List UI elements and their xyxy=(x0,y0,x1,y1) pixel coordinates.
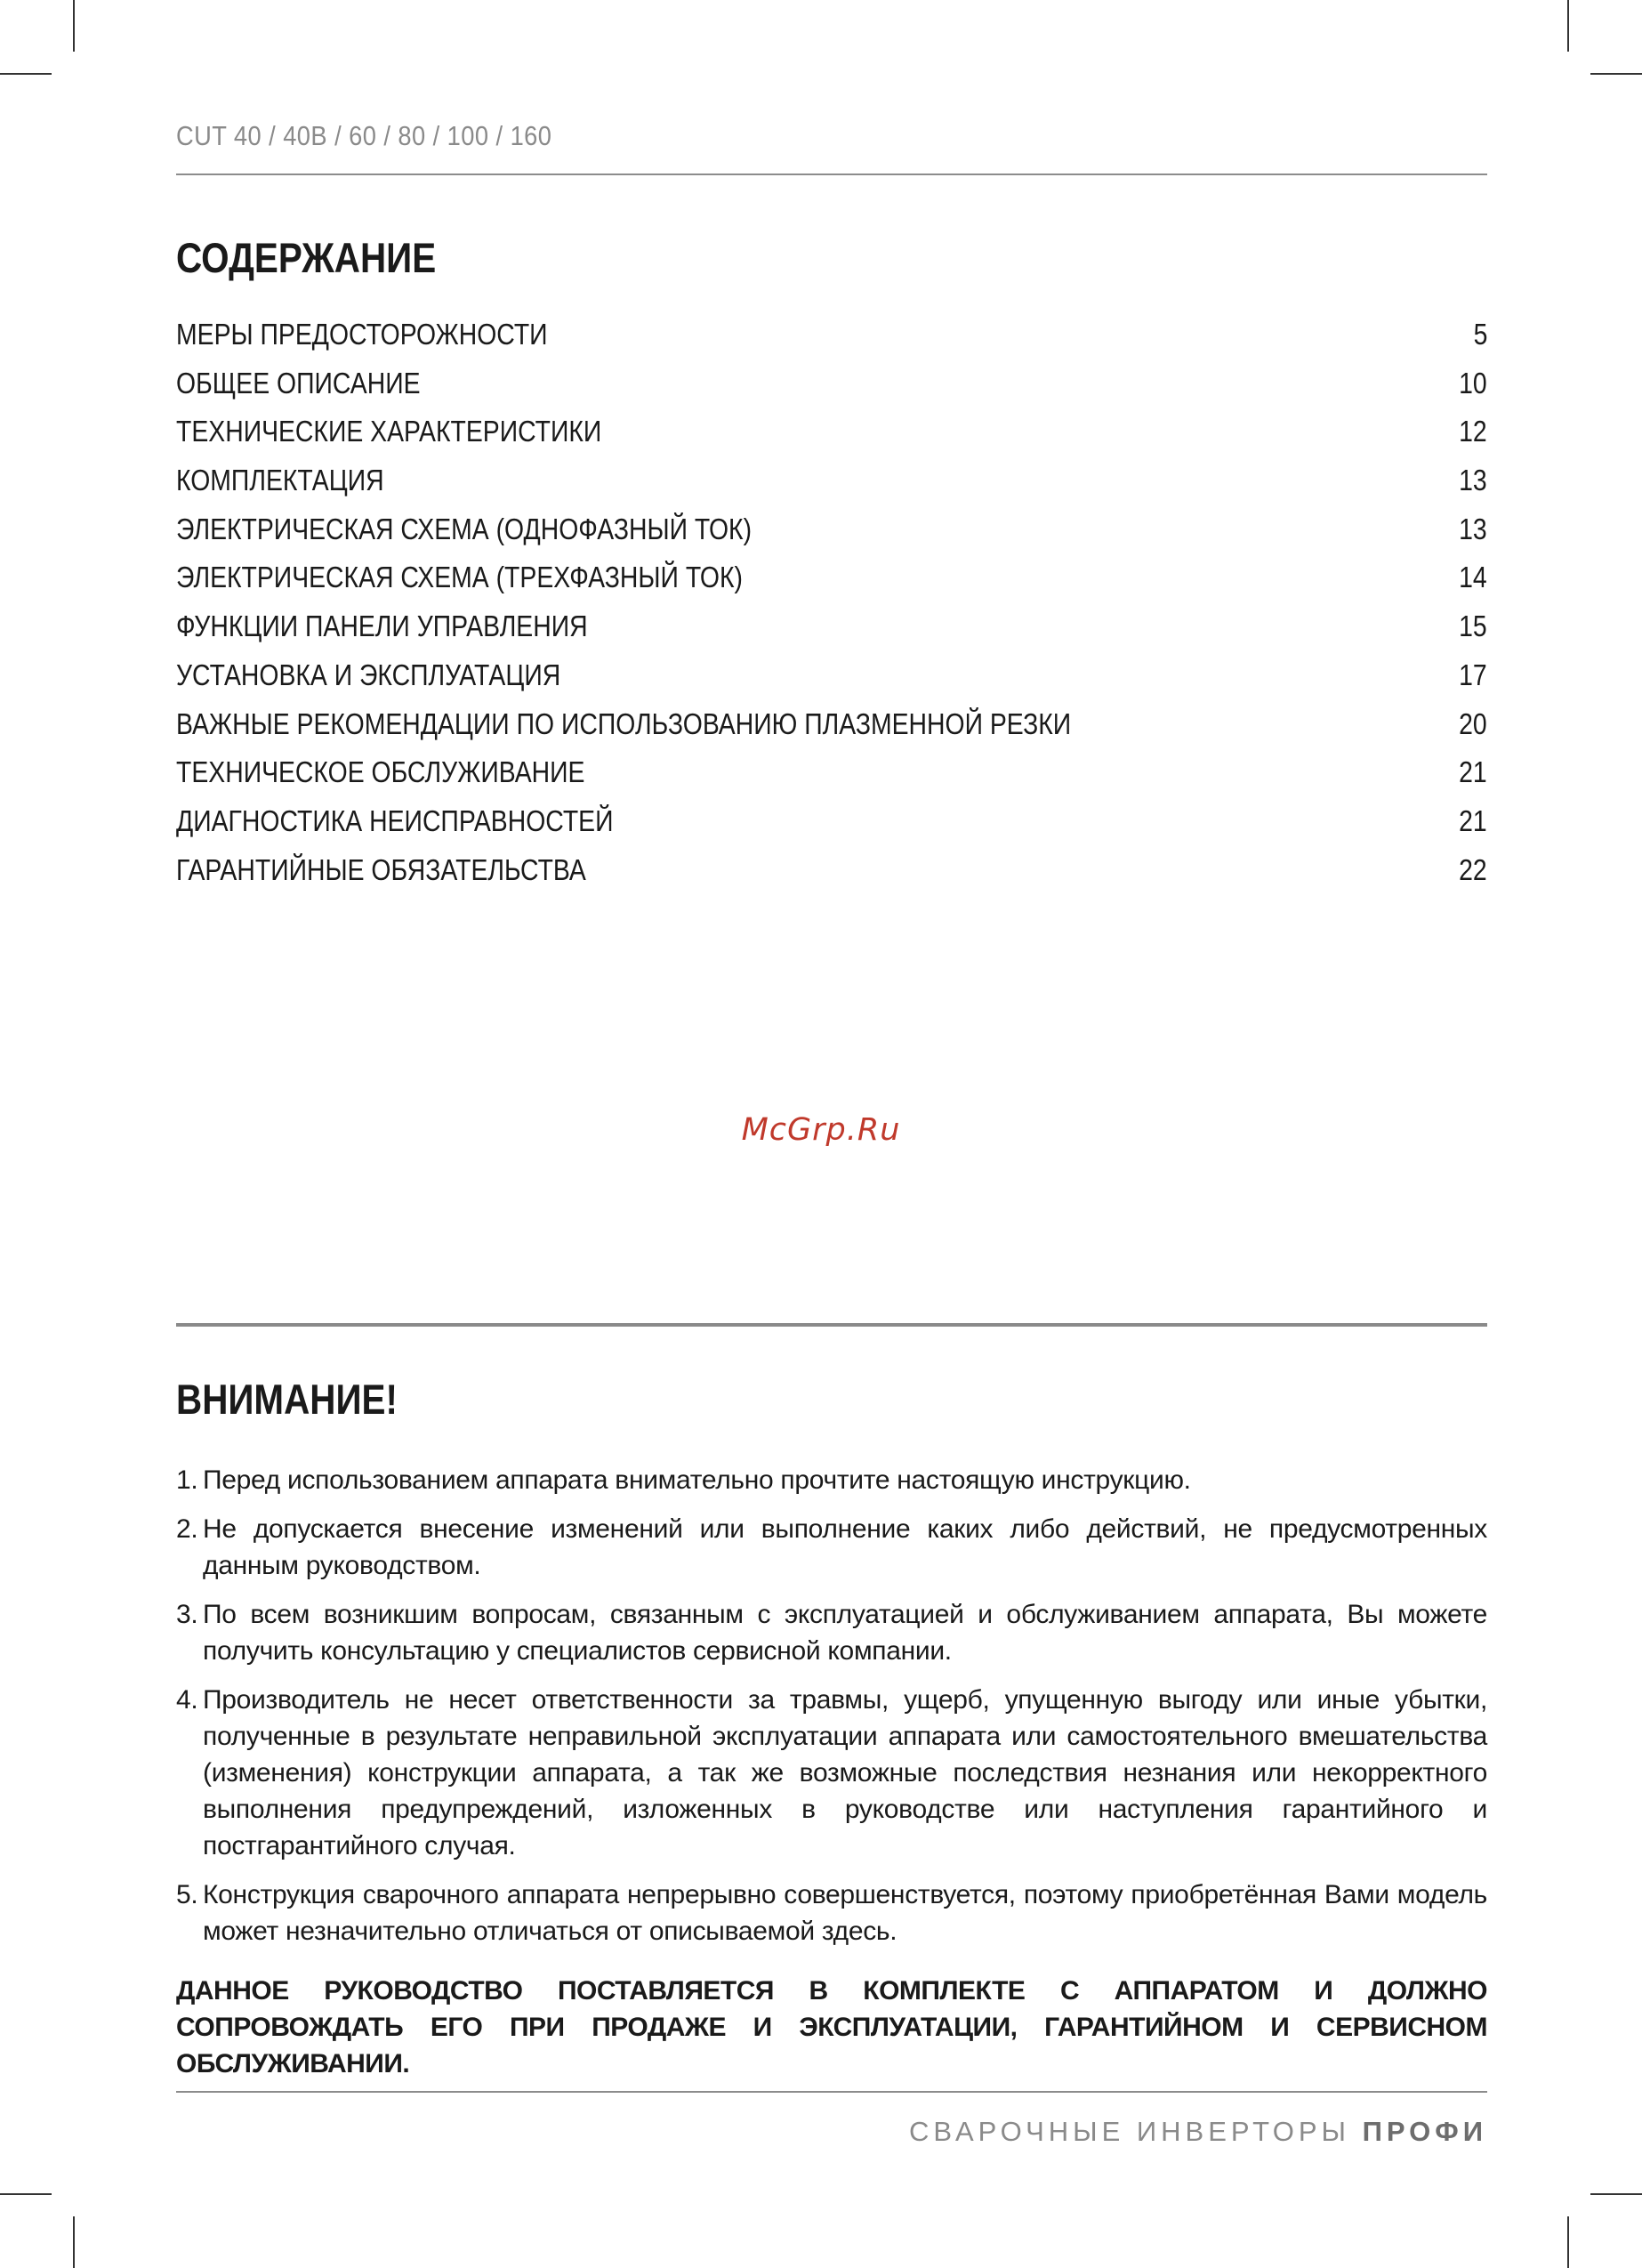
warning-item-text: Производитель не несет ответственности за травмы, ущерб, упущенную выгоду или иные убытки, полученные в результате неправильной эксплуатации аппарата или самостоятельного вмешательства (изменения) конструкции аппарата, а так же возможные последствия незнания или некорректного выполнения предупреждений, изложенных в руководстве или наступления гарантийного и постгарантийного случая. xyxy=(203,1685,1487,1860)
warning-item xyxy=(176,1462,1487,1498)
toc-title: СОДЕРЖАНИЕ xyxy=(176,234,437,281)
toc-item-page: 21 xyxy=(1459,755,1487,789)
crop-mark-top-left-h xyxy=(0,73,52,75)
warning-item-number: 2. xyxy=(176,1514,198,1544)
crop-mark-bottom-left xyxy=(73,2216,75,2268)
toc-item-label: МЕРЫ ПРЕДОСТОРОЖНОСТИ xyxy=(176,318,548,351)
toc-item[interactable] xyxy=(176,609,1487,658)
toc-item-label: ГАРАНТИЙНЫЕ ОБЯЗАТЕЛЬСТВА xyxy=(176,852,586,886)
crop-mark-top-right-h xyxy=(1590,73,1642,75)
section-divider xyxy=(176,1323,1487,1327)
toc-item-page: 22 xyxy=(1459,852,1487,886)
toc-item-label: ВАЖНЫЕ РЕКОМЕНДАЦИИ ПО ИСПОЛЬЗОВАНИЮ ПЛАЗМЕННОЙ РЕЗКИ xyxy=(176,706,1072,740)
toc-item-page: 21 xyxy=(1459,803,1487,837)
toc-item[interactable] xyxy=(176,318,1487,367)
header-divider xyxy=(176,174,1487,175)
toc-item-label: ФУНКЦИИ ПАНЕЛИ УПРАВЛЕНИЯ xyxy=(176,609,588,643)
toc-item-label: ЭЛЕКТРИЧЕСКАЯ СХЕМА (ОДНОФАЗНЫЙ ТОК) xyxy=(176,512,753,545)
toc-list xyxy=(176,318,1487,901)
toc-item-label: ДИАГНОСТИКА НЕИСПРАВНОСТЕЙ xyxy=(176,803,614,837)
warning-item-text: Конструкция сварочного аппарата непрерывно совершенствуется, поэтому приобретённая Вами модель может незначительно отличаться от описываемой здесь. xyxy=(203,1880,1487,1946)
toc-item-page: 17 xyxy=(1459,658,1487,691)
toc-item[interactable] xyxy=(176,513,1487,561)
toc-item-label: ОБЩЕЕ ОПИСАНИЕ xyxy=(176,366,421,400)
watermark: McGrp.Ru xyxy=(741,1112,901,1148)
toc-item[interactable] xyxy=(176,367,1487,416)
warning-item-text: Не допускается внесение изменений или выполнение каких либо действий, не предусмотренных данным руководством. xyxy=(203,1514,1487,1580)
warning-item-number: 3. xyxy=(176,1600,198,1629)
toc-item-label: ТЕХНИЧЕСКИЕ ХАРАКТЕРИСТИКИ xyxy=(176,415,602,448)
toc-item-page: 13 xyxy=(1459,464,1487,497)
warning-item xyxy=(176,1682,1487,1864)
toc-item[interactable] xyxy=(176,658,1487,707)
toc-item[interactable] xyxy=(176,561,1487,609)
toc-item-label: УСТАНОВКА И ЭКСПЛУАТАЦИЯ xyxy=(176,658,561,691)
toc-item-page: 5 xyxy=(1473,318,1487,351)
warning-item-number: 1. xyxy=(176,1465,198,1495)
crop-mark-bottom-right xyxy=(1567,2216,1569,2268)
toc-item-page: 10 xyxy=(1459,366,1487,400)
footer-divider xyxy=(176,2091,1487,2093)
crop-mark-bottom-right-h xyxy=(1590,2193,1642,2195)
warning-item-number: 5. xyxy=(176,1880,198,1909)
toc-item-page: 13 xyxy=(1459,512,1487,545)
warning-item-number: 4. xyxy=(176,1685,198,1715)
toc-item[interactable] xyxy=(176,853,1487,902)
footer-series: СВАРОЧНЫЕ ИНВЕРТОРЫ xyxy=(908,2116,1350,2147)
warning-title: ВНИМАНИЕ! xyxy=(176,1376,398,1423)
toc-item-page: 15 xyxy=(1459,609,1487,643)
warning-item-text: Перед использованием аппарата внимательно прочтите настоящую инструкцию. xyxy=(203,1465,1191,1495)
footer-brand: ПРОФИ xyxy=(1362,2116,1487,2147)
toc-item[interactable] xyxy=(176,464,1487,513)
manual-notice: ДАННОЕ РУКОВОДСТВО ПОСТАВЛЯЕТСЯ В КОМПЛЕКТЕ С АППАРАТОМ И ДОЛЖНО СОПРОВОЖДАТЬ ЕГО ПРИ ПРОДАЖЕ И ЭКСПЛУАТАЦИИ, ГАРАНТИЙНОМ И СЕРВИСНОМ ОБСЛУЖИВАНИИ. xyxy=(176,1976,1487,2078)
model-line: CUT 40 / 40B / 60 / 80 / 100 / 160 xyxy=(176,120,552,151)
warning-item xyxy=(176,1511,1487,1584)
crop-mark-top-right xyxy=(1567,0,1569,52)
toc-item[interactable] xyxy=(176,707,1487,756)
warning-item xyxy=(176,1877,1487,1949)
footer xyxy=(909,2116,1487,2148)
warning-list xyxy=(176,1462,1487,1962)
toc-item-label: ЭЛЕКТРИЧЕСКАЯ СХЕМА (ТРЕХФАЗНЫЙ ТОК) xyxy=(176,561,743,594)
crop-mark-bottom-left-h xyxy=(0,2193,52,2195)
toc-item[interactable] xyxy=(176,755,1487,804)
toc-item[interactable] xyxy=(176,804,1487,853)
toc-item-page: 12 xyxy=(1459,415,1487,448)
toc-item-page: 14 xyxy=(1459,561,1487,594)
toc-item[interactable] xyxy=(176,415,1487,464)
crop-mark-top-left xyxy=(73,0,75,52)
toc-item-label: КОМПЛЕКТАЦИЯ xyxy=(176,464,384,497)
toc-item-label: ТЕХНИЧЕСКОЕ ОБСЛУЖИВАНИЕ xyxy=(176,755,585,789)
toc-item-page: 20 xyxy=(1459,706,1487,740)
warning-item-text: По всем возникшим вопросам, связанным с эксплуатацией и обслуживанием аппарата, Вы можете получить консультацию у специалистов сервисной компании. xyxy=(203,1600,1487,1666)
warning-item xyxy=(176,1596,1487,1669)
